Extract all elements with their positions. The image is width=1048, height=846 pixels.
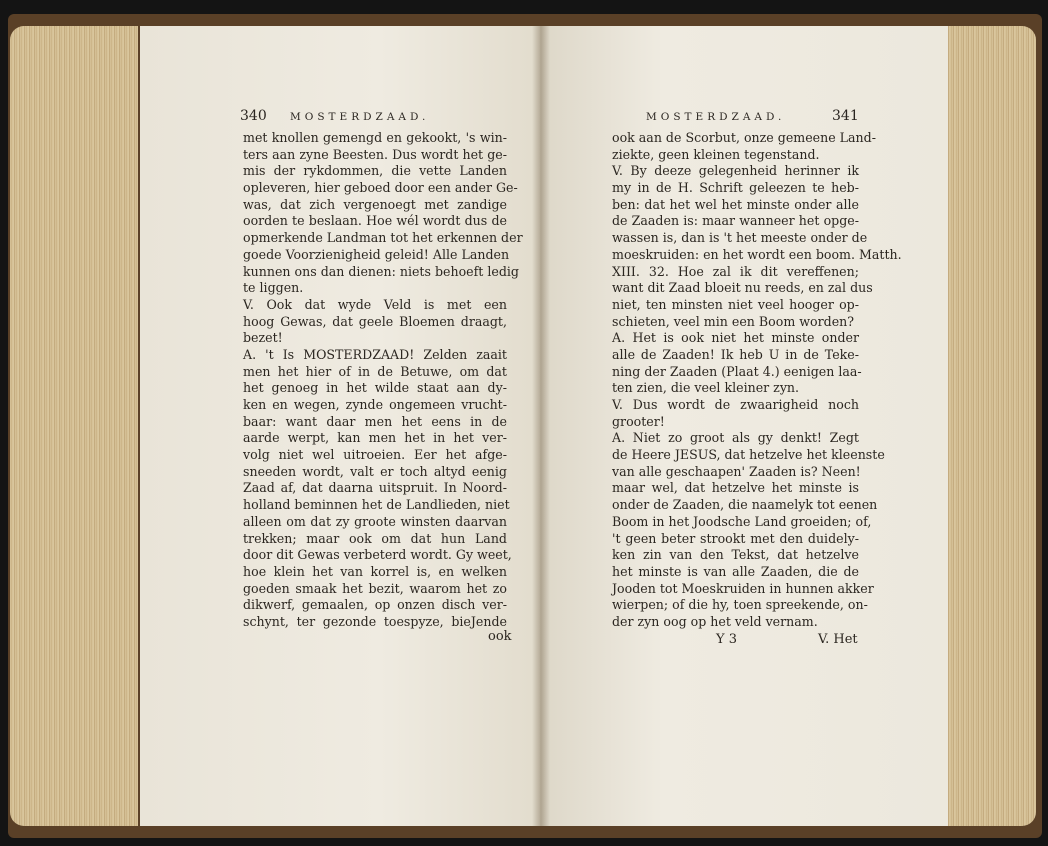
text-line: goeden smaak het bezit, waarom het zo xyxy=(243,580,507,596)
text-line: wassen is, dan is 't het meeste onder de xyxy=(612,230,868,246)
text-line: V. By deeze gelegenheid herinner ik xyxy=(612,163,859,179)
text-line: want dit Zaad bloeit nu reeds, en zal dus xyxy=(612,280,873,296)
text-line: mis der rykdommen, die vette Landen xyxy=(243,163,507,179)
text-line: de Heere JESUS, dat hetzelve het kleenste xyxy=(612,447,885,463)
text-line: A. Het is ook niet het minste onder xyxy=(612,330,859,346)
text-line: maar wel, dat hetzelve het minste is xyxy=(612,480,859,496)
right-running-head: MOSTERDZAAD. xyxy=(646,111,786,123)
text-line: 't geen beter strookt met den duidely- xyxy=(612,530,859,546)
text-line: door dit Gewas verbeterd wordt. Gy weet, xyxy=(243,547,512,563)
text-line: A. 't Is MOSTERDZAAD! Zelden zaait xyxy=(243,346,507,362)
text-line: het genoeg in het wilde staat aan dy- xyxy=(243,380,507,396)
left-catchword: ook xyxy=(488,629,512,644)
text-line: Boom in het Joodsche Land groeiden; of, xyxy=(612,513,872,529)
text-line: V. Dus wordt de zwaarigheid noch xyxy=(612,397,859,412)
text-line: men het hier of in de Betuwe, om dat xyxy=(243,363,507,379)
text-line: baar: want daar men het eens in de xyxy=(243,413,507,429)
text-line: kunnen ons dan dienen: niets behoeft ledig xyxy=(243,263,519,279)
text-line: niet, ten minsten niet veel hooger op- xyxy=(612,296,859,312)
right-page-edges xyxy=(948,26,1036,826)
text-line: alle de Zaaden! Ik heb U in de Teke- xyxy=(612,346,859,362)
text-line: aarde werpt, kan men het in het ver- xyxy=(243,430,507,446)
text-line: van alle geschaapen' Zaaden is? Neen! xyxy=(612,463,861,479)
text-line: XIII. 32. Hoe zal ik dit vereffenen; xyxy=(612,263,859,279)
text-line: ben: dat het wel het minste onder alle xyxy=(612,196,859,212)
left-page-edges xyxy=(10,26,138,826)
text-line: onder de Zaaden, die naamelyk tot eenen xyxy=(612,497,878,513)
text-line: de Zaaden is: maar wanneer het opge- xyxy=(612,213,859,229)
text-line: schieten, veel min een Boom worden? xyxy=(612,313,855,329)
text-line: trekken; maar ook om dat hun Land xyxy=(243,530,507,546)
text-line: moeskruiden: en het wordt een boom. Matth. xyxy=(612,246,902,262)
text-line: opmerkende Landman tot het erkennen der xyxy=(243,230,523,246)
right-page-number: 341 xyxy=(832,108,859,124)
text-line: goede Voorzienigheid geleid! Alle Landen xyxy=(243,246,510,262)
text-line: het minste is van alle Zaaden, die de xyxy=(612,563,859,579)
text-line: V. Ook dat wyde Veld is met een xyxy=(243,296,507,312)
text-line: my in de H. Schrift geleezen te heb- xyxy=(612,180,859,196)
text-line: Jooden tot Moeskruiden in hunnen akker xyxy=(612,580,874,596)
text-line: was, dat zich vergenoegt met zandige xyxy=(243,196,507,212)
right-page-text xyxy=(612,130,902,631)
text-line: Zaad af, dat daarna uitspruit. In Noord- xyxy=(243,480,507,496)
text-line: ning der Zaaden (Plaat 4.) eenigen laa- xyxy=(612,363,862,379)
text-line: alleen om dat zy groote winsten daarvan xyxy=(243,513,507,529)
book-gutter xyxy=(532,26,550,826)
text-line: ken en wegen, zynde ongemeen vrucht- xyxy=(243,397,507,412)
text-line: te liggen. xyxy=(243,280,304,296)
text-line: holland beminnen het de Landlieden, niet xyxy=(243,497,510,513)
text-line: opleveren, hier geboed door een ander Ge- xyxy=(243,180,518,196)
text-line: wierpen; of die hy, toen spreekende, on- xyxy=(612,597,868,613)
text-line: der zyn oog op het veld vernam. xyxy=(612,613,818,629)
left-running-head: MOSTERDZAAD. xyxy=(290,111,430,123)
right-catchword: V. Het xyxy=(818,632,858,647)
text-line: hoog Gewas, dat geele Bloemen draagt, xyxy=(243,313,507,329)
text-line: met knollen gemengd en gekookt, 's win- xyxy=(243,130,507,145)
left-page-number: 340 xyxy=(240,108,267,124)
left-page-text xyxy=(243,130,523,631)
text-line: grooter! xyxy=(612,413,665,429)
text-line: volg niet wel uitroeien. Eer het afge- xyxy=(243,447,507,463)
text-line: sneeden wordt, valt er toch altyd eenig xyxy=(243,463,507,479)
text-line: ziekte, geen kleinen tegenstand. xyxy=(612,146,820,162)
text-line: schynt, ter gezonde toespyze, bieJende xyxy=(243,613,507,629)
signature-mark: Y 3 xyxy=(716,632,737,647)
text-line: ten zien, die veel kleiner zyn. xyxy=(612,380,800,396)
text-line: ook aan de Scorbut, onze gemeene Land- xyxy=(612,130,876,145)
text-line: dikwerf, gemaalen, op onzen disch ver- xyxy=(243,597,507,613)
text-line: bezet! xyxy=(243,330,283,346)
text-line: ken zin van den Tekst, dat hetzelve xyxy=(612,547,859,563)
text-line: oorden te beslaan. Hoe wél wordt dus de xyxy=(243,213,507,229)
text-line: A. Niet zo groot als gy denkt! Zegt xyxy=(612,430,859,446)
text-line: hoe klein het van korrel is, en welken xyxy=(243,563,507,579)
text-line: ters aan zyne Beesten. Dus wordt het ge- xyxy=(243,146,507,162)
